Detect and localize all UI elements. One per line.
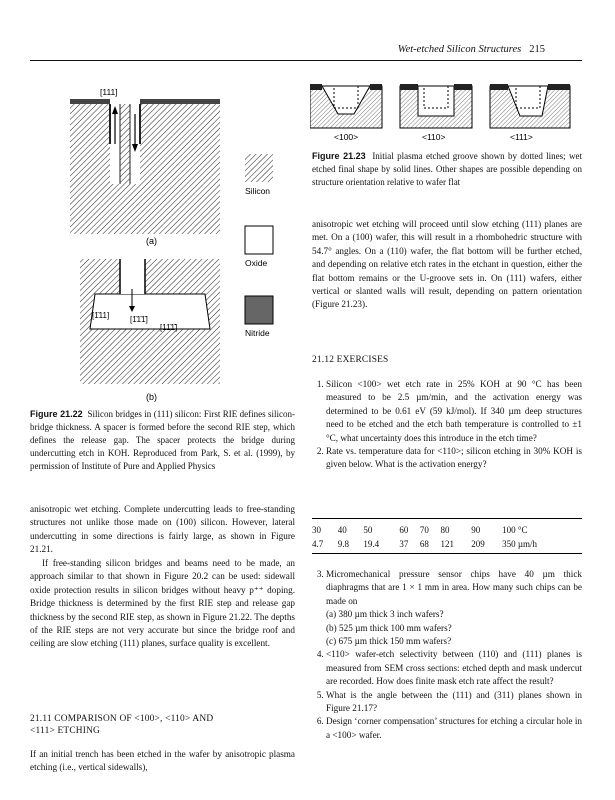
exercise-3 bbox=[326, 568, 582, 648]
table-cell: 80 bbox=[440, 525, 450, 535]
label-b: (b) bbox=[146, 392, 157, 402]
exercise-list-b bbox=[312, 568, 582, 742]
left-paragraph-3: If an initial trench has been etched in the wafer by anisotropic plasma etching (i.e., vertical sidewalls), bbox=[30, 749, 295, 773]
legend-silicon: Silicon bbox=[245, 186, 271, 196]
table-cell: 90 bbox=[471, 525, 481, 535]
section-title-line-1: 21.11 COMPARISON OF <100>, <110> AND bbox=[30, 714, 214, 724]
table-cell: 60 bbox=[399, 525, 409, 535]
caption-text: Initial plasma etched groove shown by dotted lines; wet etched final shape by solid lines. Other shapes are possible depending on structure orientation relative to wafer flat bbox=[312, 151, 583, 187]
groove-111 bbox=[490, 84, 570, 128]
running-header bbox=[398, 44, 545, 55]
page-number: 215 bbox=[529, 44, 545, 55]
header-rule bbox=[30, 60, 582, 61]
label-110: <110> bbox=[422, 132, 446, 142]
table-cell: 121 bbox=[440, 539, 454, 549]
table-row-temps bbox=[312, 523, 582, 537]
caption-label: Figure 21.22 bbox=[30, 409, 83, 419]
exercise-5: 5. What is the angle between the (111) and (311) planes shown in Figure 21.17? bbox=[326, 689, 582, 716]
table-cell: 350 µm/h bbox=[502, 539, 538, 549]
figure-21-23-caption bbox=[312, 150, 582, 189]
legend-nitride: Nitride bbox=[245, 328, 270, 338]
legend-oxide: Oxide bbox=[245, 258, 268, 268]
table-cell: 37 bbox=[399, 539, 409, 549]
groove-100 bbox=[310, 84, 382, 128]
table-cell: 70 bbox=[419, 525, 429, 535]
legend-nitride-swatch bbox=[245, 296, 273, 324]
legend-silicon-swatch bbox=[245, 154, 273, 182]
dir-1-label: [1̄11] bbox=[92, 311, 110, 320]
exercise-3a: (a) 380 µm thick 3 inch wafers? bbox=[326, 609, 444, 620]
groove-110 bbox=[400, 84, 472, 128]
exercise-3b: (b) 525 µm thick 100 mm wafers? bbox=[326, 622, 452, 633]
exercise-4: 4. <110> wafer-etch selectivity between (110) and (111) planes is measured from SEM cross sections: etched depth and mask undercut are recorded. How does finite mask etch rate affect the result? bbox=[326, 648, 582, 688]
exercise-3-text: Micromechanical pressure sensor chips have 40 µm thick diaphragms that are 1 × 1 mm in area. How many such chips can be made on bbox=[326, 569, 582, 606]
nitride-layer bbox=[70, 99, 110, 104]
exercise-list-a bbox=[312, 378, 582, 472]
table-cell: 30 bbox=[312, 525, 321, 535]
table-cell: 40 bbox=[337, 525, 347, 535]
section-21-12-title: 21.12 EXERCISES bbox=[312, 355, 389, 365]
dir-top-label: [111] bbox=[100, 87, 118, 97]
figure-21-22-drawing bbox=[60, 84, 290, 414]
section-title-line-2: <111> ETCHING bbox=[30, 726, 101, 736]
label-111: <111> bbox=[510, 132, 533, 142]
caption-label: Figure 21.23 bbox=[312, 151, 366, 161]
table-cell: 209 bbox=[471, 539, 485, 549]
right-paragraph-1: anisotropic wet etching will proceed until slow etching (111) planes are met. On a (100) wafer, this will result in a rhombohedric structure with 54.7° angles. On a (110) wafer, the flat bottom will be further etched, and depending on relative etch rates in the etchant in question, either the flat bottom remains or the U-groove sets in. On (111) wafers, either vertical or slanted walls will result, depending on pattern orientation (Figure 21.23). bbox=[312, 219, 582, 310]
figure-21-23-drawing bbox=[310, 84, 580, 144]
table-row-rates bbox=[312, 537, 582, 551]
legend-oxide-swatch bbox=[245, 226, 273, 254]
exercise-1: 1. Silicon <100> wet etch rate in 25% KOH at 90 °C has been measured to be 2.5 µm/min, and the activation energy was determined to be 0.61 eV (59 kJ/mol). If 340 µm deep structures need to be etched and the etch bath temperature is controlled to ±1 °C, what uncertainty does this introduce in the etch time? bbox=[326, 378, 582, 445]
table-cell: 4.7 bbox=[312, 539, 324, 549]
exercise-3c: (c) 675 µm thick 150 mm wafers? bbox=[326, 636, 452, 647]
section-21-11-title bbox=[30, 714, 213, 736]
left-paragraph-1: anisotropic wet etching. Complete undercutting leads to free-standing structures not unlike those made on (100) silicon. However, lateral undercutting in some directions is fairly large, as shown in Figure 21.21. bbox=[30, 504, 295, 555]
table-cell: 68 bbox=[419, 539, 429, 549]
table-cell: 100 °C bbox=[502, 525, 528, 535]
header-title: Wet-etched Silicon Structures bbox=[397, 44, 522, 55]
figure-21-22-caption bbox=[30, 408, 295, 473]
exercise-2: 2. Rate vs. temperature data for <110>; silicon etching in 30% KOH is given below. What is the activation energy? bbox=[326, 445, 582, 472]
left-paragraph-2: If free-standing silicon bridges and beams need to be made, an approach similar to that shown in Figure 20.2 can be used: sidewall oxide protection results in silicon bridges without heavy p⁺⁺ doping. Bridge thickness is determined by the first RIE step and release gap thickness by the second RIE step, as shown in Figure 21.22. The depths of the RIE steps are not very accurate but since the bridge roof and ceiling are slow etching (111) planes, surface quality is excellent. bbox=[30, 558, 295, 649]
dir-3-label: [11̄1̄] bbox=[160, 323, 178, 332]
label-100: <100> bbox=[334, 132, 359, 142]
caption-text: Silicon bridges in (111) silicon: First RIE defines silicon-bridge thickness. A spacer is formed before the second RIE step, which defines the release gap. The spacer protects the bridge during undercutting etch in KOH. Reproduced from Park, S. et al. (1999), by permission of Institute of Pure and Applied Physics bbox=[30, 409, 296, 471]
table-cell: 9.8 bbox=[337, 539, 349, 549]
figure-a-silicon bbox=[70, 104, 220, 234]
rate-table bbox=[312, 518, 582, 554]
table-cell: 50 bbox=[363, 525, 373, 535]
label-a: (a) bbox=[146, 236, 157, 246]
exercise-6: 6. Design ‘corner compensation’ structures for etching a circular hole in a <100> wafer. bbox=[326, 715, 582, 742]
dir-2-label: [1̄1̄1̄] bbox=[130, 315, 148, 324]
table-cell: 19.4 bbox=[363, 539, 380, 549]
